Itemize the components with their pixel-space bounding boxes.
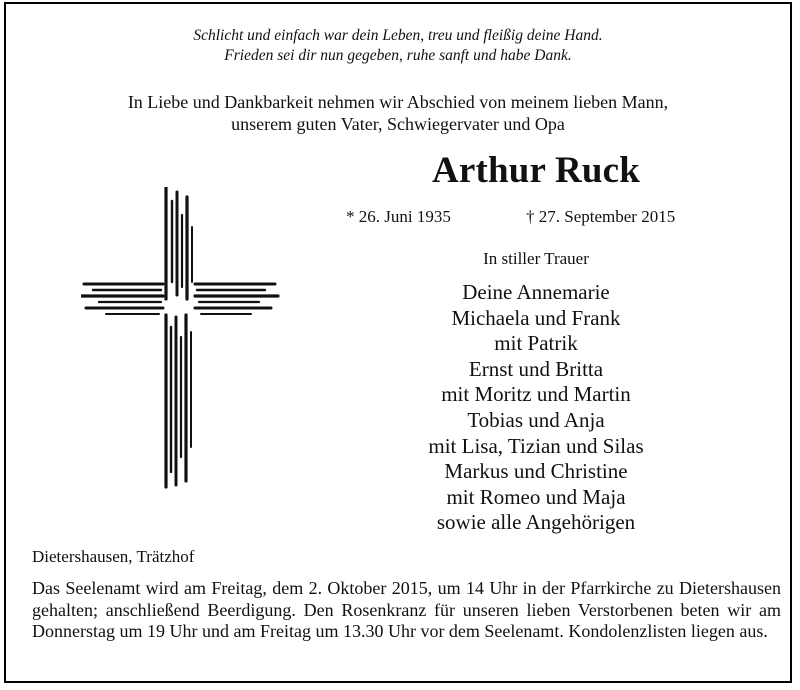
mourner-line: mit Patrik (494, 331, 578, 356)
mourner-line: Deine Annemarie (462, 280, 610, 304)
mourner-line: Markus und Christine (444, 459, 628, 484)
mourner-line: Michaela und Frank (451, 305, 621, 330)
intro-text (6, 91, 790, 135)
mourner-line: Ernst und Britta (468, 356, 604, 381)
cross-icon (81, 187, 281, 489)
birth-date: * 26. Juni 1935 (346, 207, 451, 226)
verse (6, 26, 790, 66)
mourning-heading: In stiller Trauer (483, 249, 589, 268)
funeral-notice: Das Seelenamt wird am Freitag, dem 2. Oktober 2015, um 14 Uhr in der Pfarrkirche zu Dietershausen gehalten; anschließend Beerdigung. Den Rosenkranz für unseren lieben Verstorbenen beten wir am Donnerstag um 19 Uhr und am Freitag um 13.30 Uhr vor dem Seelenamt. Kondolenzlisten liegen aus. (32, 578, 781, 641)
intro-line-1: In Liebe und Dankbarkeit nehmen wir Abschied von meinem lieben Mann, (127, 92, 669, 112)
verse-line-1: Schlicht und einfach war dein Leben, treu und fleißig deine Hand. (193, 27, 603, 44)
mourner-line: mit Moritz und Martin (441, 382, 631, 407)
mourner-line: sowie alle Angehörigen (436, 510, 636, 535)
mourner-line: mit Romeo und Maja (446, 484, 626, 509)
intro-line-2: unserem guten Vater, Schwiegervater und Opa (231, 114, 565, 134)
obituary-notice (4, 2, 792, 683)
death-date: † 27. September 2015 (526, 207, 676, 226)
mourner-line: Tobias und Anja (467, 407, 605, 432)
verse-line-2: Frieden sei dir nun gegeben, ruhe sanft und habe Dank. (224, 47, 572, 64)
mourner-line: mit Lisa, Tizian und Silas (428, 433, 644, 458)
place: Dietershausen, Trätzhof (32, 547, 195, 566)
mourners-list (346, 280, 726, 536)
deceased-name: Arthur Ruck (431, 150, 641, 191)
